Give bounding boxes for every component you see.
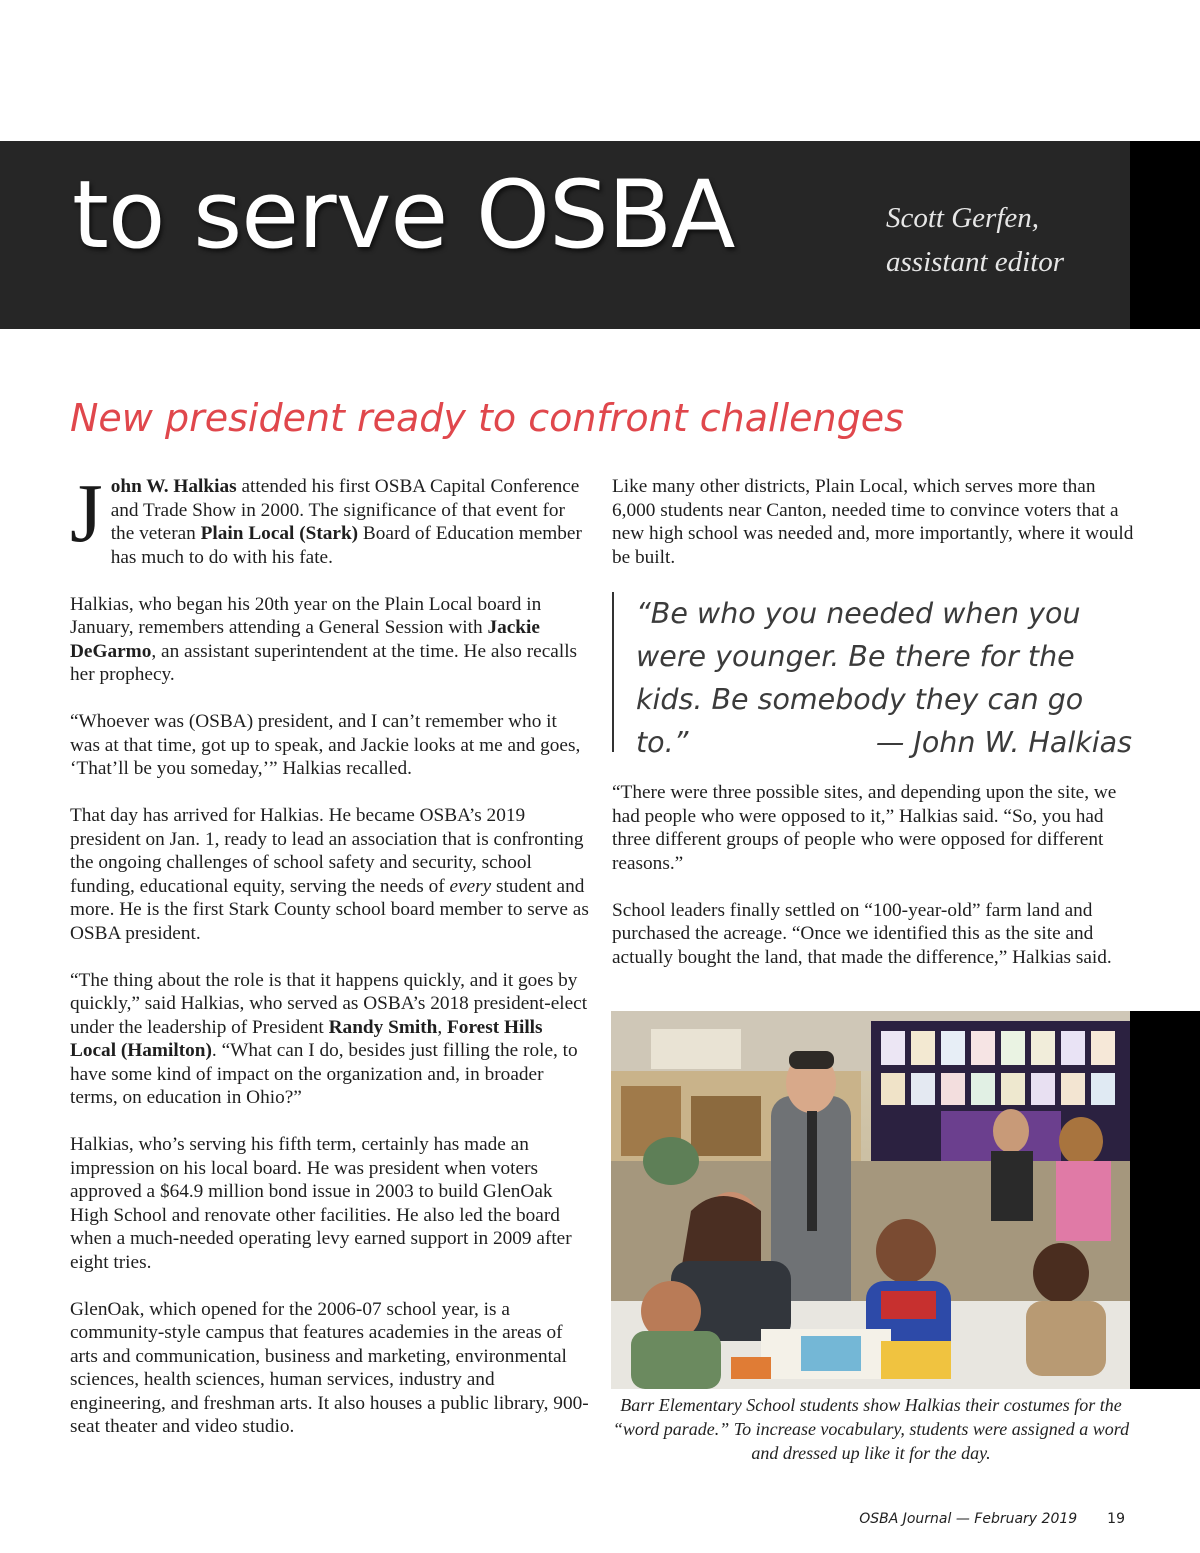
right-paragraph-1: Like many other districts, Plain Local, which serves more than 6,000 students near Canton, needed time to convince voters that a new high school was needed and, more importantly, where it would be built. <box>612 476 1134 568</box>
text-run: . “What can I do, besides just filling the role, to have some kind of impact on the organization and, in broader terms, on education in Ohio?” <box>70 1040 578 1108</box>
page-number: 19 <box>1107 1511 1125 1527</box>
right-paragraph-2: “There were three possible sites, and depending upon the site, we had people who were opposed to it,” Halkias said. “So, you had three different groups of people who were opposed for different reasons.” <box>612 782 1117 874</box>
text-run: , <box>437 1016 448 1038</box>
left-paragraph-5 <box>70 969 590 1110</box>
text-run: Halkias, who began his 20th year on the Plain Local board in January, remembers attending a General Session with <box>70 593 542 638</box>
left-paragraph-3 <box>70 710 590 781</box>
banner-edge-bar <box>1130 141 1200 329</box>
photo-edge-bar <box>1130 1011 1200 1389</box>
article-headline: New president ready to confront challenges <box>70 396 904 440</box>
page-title: to serve OSBA <box>72 161 735 270</box>
left-paragraph-7 <box>70 1298 590 1439</box>
left-paragraph-1 <box>70 467 590 569</box>
text-run: student and more. He is the first Stark County school board member to serve as OSBA president. <box>70 875 589 944</box>
text-run: “Whoever was (OSBA) president, and I can’t remember who it was at that time, got up to speak, and Jackie looks at me and goes, ‘That’ll be you someday,’” Halkias recalled. <box>70 711 581 779</box>
right-paragraph-3: School leaders finally settled on “100-year-old” farm land and purchased the acreage. “Once we identified this as the site and actually bought the land, that made the difference,” Halkias said. <box>612 899 1112 968</box>
drop-cap: J <box>70 467 103 560</box>
photo-caption: Barr Elementary School students show Halkias their costumes for the “word parade.” To increase vocabulary, students were assigned a word and dressed up like it for the day. <box>612 1395 1130 1463</box>
left-paragraph-6 <box>70 1133 590 1274</box>
text-run: That day has arrived for Halkias. He became OSBA’s 2019 president on Jan. 1, ready to lead an association that is confronting the ongoing challenges of school safety and security, school funding, educational equity, serving the needs of <box>70 805 584 897</box>
text-run: GlenOak, which opened for the 2006-07 school year, is a community-style campus that features academies in the areas of arts and communication, business and marketing, environmental sciences, health sciences, human services, industry and engineering, and freshman arts. It also houses a public library, 900-seat theater and video studio. <box>70 1298 589 1437</box>
left-paragraph-4 <box>70 804 590 945</box>
bold-name: ohn W. Halkias <box>110 476 237 497</box>
text-run: Halkias, who’s serving his fifth term, certainly has made an impression on his local board. He was president when voters approved a $64.9 million bond issue in 2003 to build GlenOak High School and renovate other facilities. He also led the board when a much-needed operating levy earned support in 2009 after eight tries. <box>70 1134 572 1273</box>
bold-name: Jackie DeGarmo <box>70 617 540 662</box>
page-footer <box>859 1508 1125 1530</box>
classroom-photo-illustration <box>611 1011 1130 1389</box>
left-column <box>70 467 590 1462</box>
bold-name: Forest Hills Local (Hamilton) <box>70 1016 543 1061</box>
text-run: “The thing about the role is that it happens quickly, and it goes by quickly,” said Halkias, who served as OSBA’s 2018 president-elect under the leadership of President <box>70 969 588 1038</box>
pull-quote <box>612 592 1134 759</box>
text-run: Board of Education member has much to do with his fate. <box>110 523 582 568</box>
bold-name: Plain Local (Stark) <box>200 523 359 544</box>
pull-quote-attribution: — John W. Halkias <box>875 726 1132 759</box>
text-run: , an assistant superintendent at the time. He also recalls her prophecy. <box>70 640 578 685</box>
right-column-top <box>612 475 1134 593</box>
emphasis-text: every <box>449 875 492 897</box>
right-column-middle <box>612 781 1134 993</box>
text-run: attended his first OSBA Capital Conference and Trade Show in 2000. The significance of that event for the veteran <box>110 476 580 544</box>
pull-quote-text: “Be who you needed when you were younger. Be there for the kids. Be somebody they can go to.” <box>636 597 1084 759</box>
left-paragraph-2 <box>70 593 590 687</box>
classroom-photo <box>611 1011 1130 1389</box>
left-paragraph-1-text <box>111 476 582 568</box>
journal-title: OSBA Journal — February 2019 <box>859 1511 1078 1527</box>
byline-role: assistant editor <box>886 246 1065 278</box>
byline <box>886 196 1064 284</box>
bold-name: Randy Smith <box>328 1016 438 1038</box>
byline-name: Scott Gerfen, <box>886 202 1040 234</box>
